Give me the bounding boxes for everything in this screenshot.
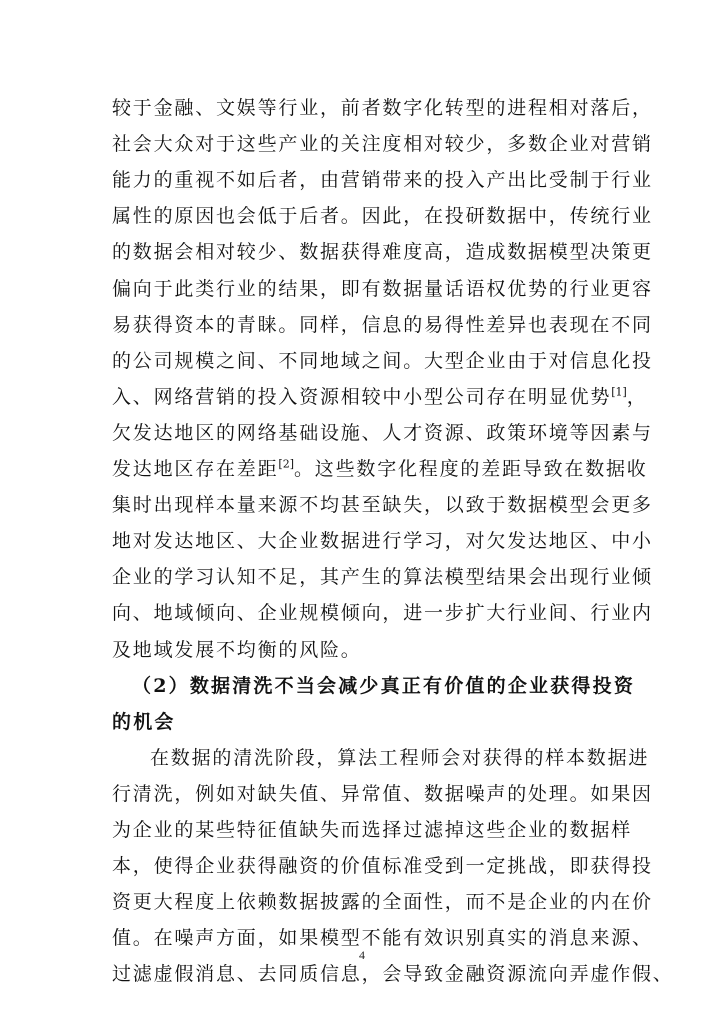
text-line-with-citation: [112, 457, 648, 481]
text-segment: 入、网络营销的投入资源相较中小型公司存在明显优势: [112, 386, 612, 408]
text-line: 向、地域倾向、企业规模倾向，进一步扩大行业间、行业内: [112, 602, 653, 624]
text-line: 本，使得企业获得融资的价值标准受到一定挑战，即获得投: [112, 855, 653, 877]
text-line: 地对发达地区、大企业数据进行学习，对欠发达地区、中小: [112, 530, 653, 552]
text-line: 较于金融、文娱等行业，前者数字化转型的进程相对落后，: [112, 97, 653, 119]
paragraph-first-line: 在数据的清洗阶段，算法工程师会对获得的样本数据进: [150, 747, 650, 769]
text-line: 的公司规模之间、不同地域之间。大型企业由于对信息化投: [112, 350, 653, 372]
text-line: 资更大程度上依赖数据披露的全面性，而不是企业的内在价: [112, 891, 653, 913]
text-line: 企业的学习认知不足，其产生的算法模型结果会出现行业倾: [112, 566, 653, 588]
citation-ref-2[interactable]: [2]: [278, 457, 294, 471]
text-line: 能力的重视不如后者，由营销带来的投入产出比受制于行业: [112, 169, 653, 191]
text-line: 行清洗，例如对缺失值、异常值、数据噪声的处理。如果因: [112, 783, 653, 805]
text-line: 过滤虚假消息、去同质信息，会导致金融资源流向弄虚作假、: [112, 963, 674, 985]
text-line: 社会大众对于这些产业的关注度相对较少，多数企业对营销: [112, 133, 653, 155]
text-line-with-citation: [112, 385, 648, 409]
text-line: 及地域发展不均衡的风险。: [112, 639, 362, 661]
text-segment: ，: [626, 386, 648, 408]
text-line: 值。在噪声方面，如果模型不能有效识别真实的消息来源、: [112, 927, 653, 949]
text-line: 集时出现样本量来源不均甚至缺失，以致于数据模型会更多: [112, 494, 653, 516]
text-line: 属性的原因也会低于后者。因此，在投研数据中，传统行业: [112, 205, 653, 227]
text-line: 的数据会相对较少、数据获得难度高，造成数据模型决策更: [112, 241, 653, 263]
text-line: 为企业的某些特征值缺失而选择过滤掉这些企业的数据样: [112, 819, 633, 841]
text-segment: 发达地区存在差距: [112, 458, 279, 480]
text-line: 易获得资本的青睐。同样，信息的易得性差异也表现在不同: [112, 314, 653, 336]
page-number: 4: [359, 948, 365, 962]
section-heading: （2）数据清洗不当会减少真正有价值的企业获得投资: [132, 675, 636, 697]
text-line: 欠发达地区的网络基础设施、人才资源、政策环境等因素与: [112, 422, 653, 444]
citation-ref-1[interactable]: [1]: [611, 385, 627, 399]
section-heading-continued: 的机会: [112, 711, 176, 733]
text-line: 偏向于此类行业的结果，即有数据量话语权优势的行业更容: [112, 278, 653, 300]
text-segment: 。这些数字化程度的差距导致在数据收: [294, 458, 648, 480]
